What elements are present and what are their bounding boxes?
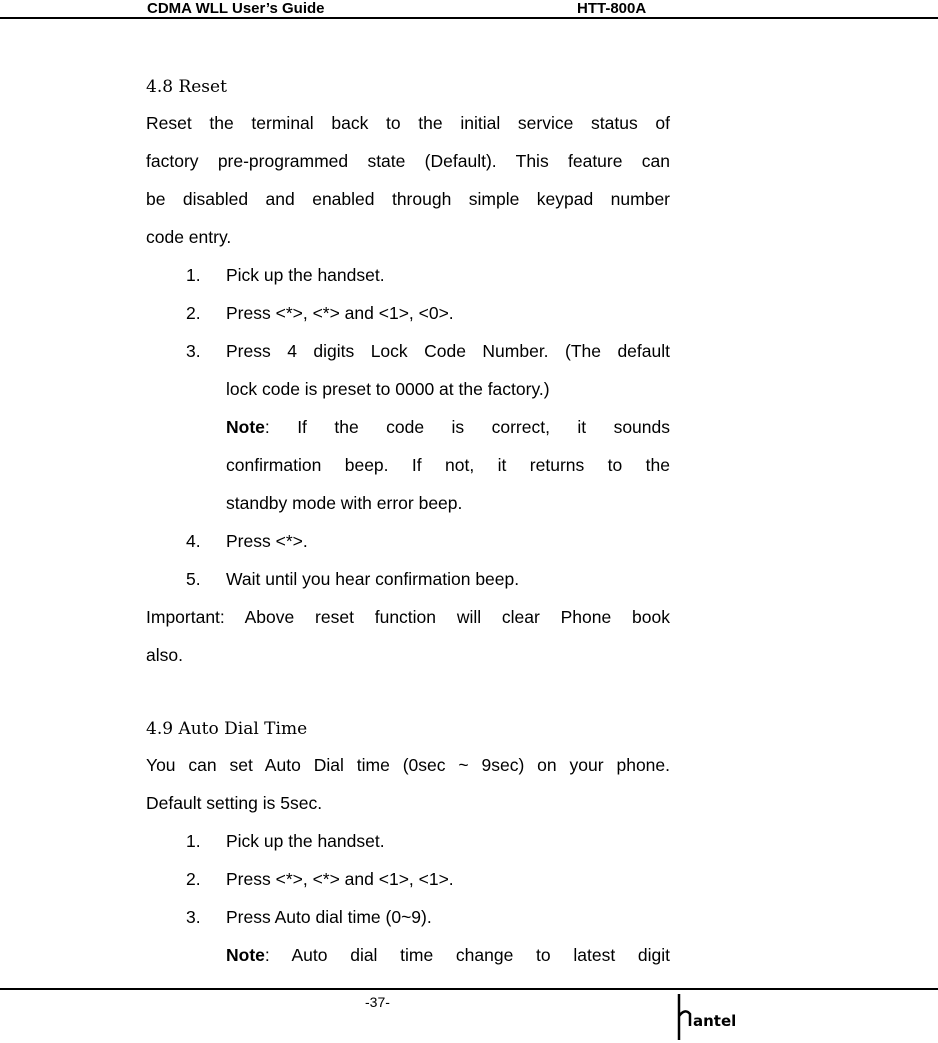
list-text: Press <*>, <*> and <1>, <1>. [226, 869, 454, 889]
note-line: standby mode with error beep. [226, 493, 463, 513]
header-rule [0, 17, 938, 19]
reset-intro-line: be disabled and enabled through simple keypad number [146, 189, 670, 209]
list-item [146, 860, 670, 898]
auto-dial-note [146, 936, 670, 974]
list-item [146, 898, 670, 936]
list-text: Press <*>. [226, 531, 308, 551]
section-heading-auto-dial: 4.9 Auto Dial Time [146, 719, 308, 739]
header-guide-title: CDMA WLL User’s Guide [147, 0, 325, 17]
list-number: 2. [186, 303, 201, 323]
list-item [146, 822, 670, 860]
list-item [146, 522, 670, 560]
reset-intro-line: factory pre-programmed state (Default). This feature can [146, 151, 670, 171]
list-text: Pick up the handset. [226, 265, 385, 285]
list-number: 3. [186, 907, 201, 927]
list-text: Pick up the handset. [226, 831, 385, 851]
svg-text:antel: antel [693, 1012, 737, 1030]
list-item [146, 560, 670, 598]
important-line: Important: Above reset function will clear Phone book [146, 607, 670, 627]
important-line: also. [146, 645, 183, 665]
header-model: HTT-800A [577, 0, 647, 17]
note-line: confirmation beep. If not, it returns to the [226, 455, 670, 475]
list-item [146, 332, 670, 408]
reset-intro-line: code entry. [146, 227, 232, 247]
list-number: 2. [186, 869, 201, 889]
auto-dial-intro-line: You can set Auto Dial time (0sec ~ 9sec) on your phone. [146, 755, 670, 775]
reset-intro [146, 104, 670, 256]
section-gap [146, 674, 670, 712]
list-number: 1. [186, 831, 201, 851]
list-number: 4. [186, 531, 201, 551]
note-text: : If the code is correct, it sounds [264, 417, 670, 437]
list-text: Wait until you hear confirmation beep. [226, 569, 520, 589]
list-item [146, 256, 670, 294]
reset-note [146, 408, 670, 522]
list-text: Press <*>, <*> and <1>, <0>. [226, 303, 454, 323]
hantel-logo-icon [676, 992, 746, 1042]
note-label: Note [226, 945, 265, 965]
list-number: 3. [186, 341, 201, 361]
note-label: Note [226, 417, 265, 437]
auto-dial-intro [146, 746, 670, 822]
page-number: -37- [365, 994, 390, 1010]
reset-important [146, 598, 670, 674]
note-line [226, 408, 670, 446]
section-heading-reset: 4.8 Reset [146, 77, 227, 97]
note-line [226, 936, 670, 974]
list-item [146, 294, 670, 332]
footer-rule [0, 988, 938, 990]
reset-intro-line: Reset the terminal back to the initial service status of [146, 113, 670, 133]
page-content [146, 70, 670, 974]
note-text: : Auto dial time change to latest digit [264, 945, 670, 965]
list-number: 5. [186, 569, 201, 589]
list-text: Press Auto dial time (0~9). [226, 907, 432, 927]
auto-dial-intro-line: Default setting is 5sec. [146, 793, 323, 813]
list-text: lock code is preset to 0000 at the factory.) [226, 379, 550, 399]
list-number: 1. [186, 265, 201, 285]
list-text: Press 4 digits Lock Code Number. (The default [226, 341, 670, 361]
